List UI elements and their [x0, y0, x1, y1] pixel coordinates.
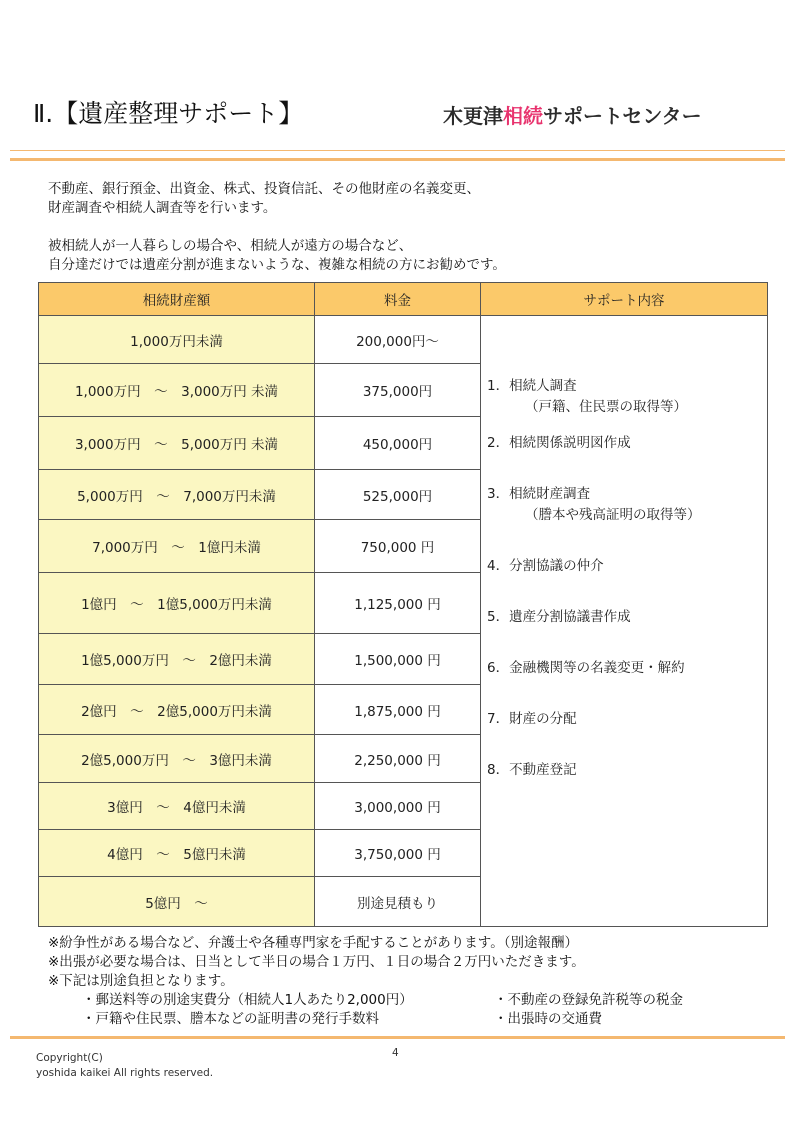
brand-accent: 相続: [503, 104, 543, 128]
intro-line: 自分達だけでは遺産分割が進まないような、複雑な相続の方にお勧めです。: [48, 257, 506, 273]
header-divider-thin: [10, 150, 785, 151]
copyright: [36, 1051, 213, 1081]
support-item: [487, 433, 767, 454]
page-number: 4: [392, 1047, 399, 1059]
intro-spacer: [48, 218, 506, 237]
column-header-estate-amount: 相続財産額: [39, 283, 315, 316]
support-cell: [481, 316, 768, 927]
support-spacer: [487, 469, 767, 484]
estate-range-cell: 1,000万円未満: [39, 316, 315, 364]
support-item: [487, 658, 767, 679]
fee-table: [38, 282, 768, 927]
fee-cell: 1,875,000 円: [315, 685, 481, 735]
extra-cost-item: ・郵送料等の別途実費分（相続人1人あたり2,000円）: [82, 992, 413, 1008]
estate-range-cell: 1,000万円 ～ 3,000万円 未満: [39, 364, 315, 417]
fee-cell: 3,000,000 円: [315, 783, 481, 830]
estate-range-cell: 7,000万円 ～ 1億円未満: [39, 520, 315, 573]
support-item: [487, 607, 767, 628]
header-divider: [10, 150, 785, 162]
estate-range-cell: 1億円 ～ 1億5,000万円未満: [39, 573, 315, 634]
support-spacer: [487, 577, 767, 592]
support-item-label: 4．分割協議の仲介: [487, 558, 604, 574]
fee-cell: 450,000円: [315, 417, 481, 470]
support-item: [487, 760, 767, 781]
fee-cell: 525,000円: [315, 470, 481, 520]
support-item: [487, 709, 767, 730]
estate-range-cell: 5,000万円 ～ 7,000万円未満: [39, 470, 315, 520]
estate-range-cell: 3億円 ～ 4億円未満: [39, 783, 315, 830]
estate-range-cell: 2億5,000万円 ～ 3億円未満: [39, 735, 315, 783]
support-item: [487, 376, 767, 418]
support-spacer: [487, 679, 767, 694]
extra-cost-item: ・出張時の交通費: [494, 1011, 602, 1027]
intro-line: 被相続人が一人暮らしの場合や、相続人が遠方の場合など、: [48, 238, 413, 254]
support-item-label: 8．不動産登記: [487, 762, 577, 778]
brand-prefix: 木更津: [443, 104, 503, 128]
intro-text: [48, 180, 506, 275]
copyright-line: yoshida kaikei All rights reserved.: [36, 1067, 214, 1079]
brand-suffix: サポートセンター: [543, 104, 702, 128]
fee-cell: 3,750,000 円: [315, 830, 481, 877]
support-spacer: [487, 526, 767, 541]
extra-costs: [82, 991, 683, 1029]
estate-range-cell: 3,000万円 ～ 5,000万円 未満: [39, 417, 315, 470]
page-title: Ⅱ.【遺産整理サポート】: [33, 99, 304, 128]
fee-cell: 200,000円～: [315, 316, 481, 364]
support-spacer: [487, 730, 767, 745]
extra-costs-row: [82, 991, 683, 1010]
support-item: [487, 556, 767, 577]
support-item-label: 2．相続関係説明図作成: [487, 435, 631, 451]
extra-costs-row: [82, 1010, 683, 1029]
support-item-label: 3．相続財産調査: [487, 486, 591, 502]
notes: [48, 934, 585, 991]
intro-line: 不動産、銀行預金、出資金、株式、投資信託、その他財産の名義変更、: [48, 181, 480, 197]
fee-cell: 750,000 円: [315, 520, 481, 573]
table-header-row: [39, 283, 768, 316]
support-item-label: 1．相続人調査: [487, 378, 577, 394]
support-spacer: [487, 628, 767, 643]
column-header-support: サポート内容: [481, 283, 768, 316]
estate-range-cell: 4億円 ～ 5億円未満: [39, 830, 315, 877]
support-item-label: 7．財産の分配: [487, 711, 577, 727]
estate-range-cell: 1億5,000万円 ～ 2億円未満: [39, 634, 315, 685]
intro-line: 財産調査や相続人調査等を行います。: [48, 200, 277, 216]
extra-cost-item: ・戸籍や住民票、謄本などの証明書の発行手数料: [82, 1011, 379, 1027]
fee-cell: 1,125,000 円: [315, 573, 481, 634]
extra-cost-item: ・不動産の登録免許税等の税金: [494, 992, 683, 1008]
support-list: [481, 316, 767, 781]
support-item: [487, 484, 767, 526]
support-spacer: [487, 643, 767, 658]
copyright-line: Copyright(C): [36, 1052, 103, 1064]
note-line: ※下記は別途負担となります。: [48, 973, 234, 989]
support-spacer: [487, 541, 767, 556]
estate-range-cell: 5億円 ～: [39, 877, 315, 927]
column-header-fee: 料金: [315, 283, 481, 316]
support-spacer: [487, 745, 767, 760]
brand-logo: [443, 100, 702, 129]
fee-cell: 別途見積もり: [315, 877, 481, 927]
note-line: ※紛争性がある場合など、弁護士や各種専門家を手配することがあります。（別途報酬）: [48, 935, 578, 951]
header-divider-thick: [10, 158, 785, 161]
support-item-note: （戸籍、住民票の取得等）: [525, 399, 687, 415]
support-item-label: 6．金融機関等の名義変更・解約: [487, 660, 685, 676]
support-item-label: 5．遺産分割協議書作成: [487, 609, 631, 625]
support-spacer: [487, 592, 767, 607]
footer-divider: [10, 1036, 785, 1039]
fee-cell: 1,500,000 円: [315, 634, 481, 685]
support-item-note: （謄本や残高証明の取得等）: [525, 507, 701, 523]
fee-cell: 2,250,000 円: [315, 735, 481, 783]
support-spacer: [487, 694, 767, 709]
support-spacer: [487, 454, 767, 469]
note-line: ※出張が必要な場合は、日当として半日の場合１万円、１日の場合２万円いただきます。: [48, 954, 585, 970]
support-spacer: [487, 418, 767, 433]
table-row: [39, 316, 768, 364]
fee-cell: 375,000円: [315, 364, 481, 417]
estate-range-cell: 2億円 ～ 2億5,000万円未満: [39, 685, 315, 735]
